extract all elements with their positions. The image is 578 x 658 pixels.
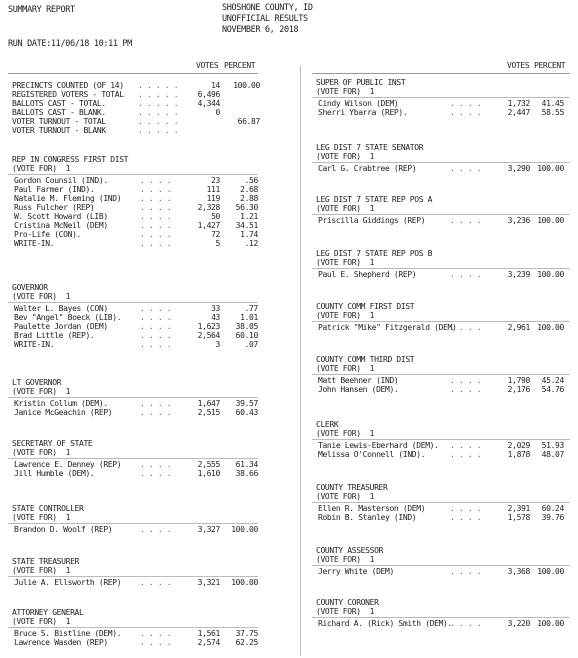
leader-dots: . . . . xyxy=(450,567,482,576)
candidate-percent: .07 xyxy=(244,340,258,349)
candidate-votes: 1,610 xyxy=(197,469,220,478)
run-date: RUN DATE:11/06/18 10:11 PM xyxy=(8,39,132,49)
candidate-percent: 39.57 xyxy=(235,399,258,408)
candidate-votes: 5 xyxy=(215,239,220,248)
leader-dots: . . . . xyxy=(450,108,482,117)
leader-dots: . . . . . xyxy=(138,81,179,90)
candidate-name: Lawrence Wasden (REP) xyxy=(14,638,108,647)
leader-dots: . . . . xyxy=(140,525,172,534)
leader-dots: . . . . xyxy=(140,578,172,587)
vote-for-label: (VOTE FOR) 1 xyxy=(12,448,71,457)
candidate-percent: 100.00 xyxy=(231,578,258,587)
leader-dots: . . . . xyxy=(450,376,482,385)
leader-dots: . . . . xyxy=(140,638,172,647)
summary-label: BALLOTS CAST - BLANK. xyxy=(12,108,106,117)
candidate-percent: .12 xyxy=(244,239,258,248)
candidate-percent: 34.51 xyxy=(235,221,258,230)
race-rule xyxy=(8,458,258,459)
candidate-votes: 2,391 xyxy=(507,504,530,513)
candidate-percent: 60.10 xyxy=(235,331,258,340)
race-title: ATTORNEY GENERAL xyxy=(12,608,84,617)
race-title: CLERK xyxy=(316,420,339,429)
leader-dots: . . . . xyxy=(140,469,172,478)
candidate-votes: 1,578 xyxy=(507,513,530,522)
candidate-votes: 72 xyxy=(211,230,220,239)
candidate-name: Jill Humble (DEM). xyxy=(14,469,95,478)
race-title: STATE CONTROLLER xyxy=(12,504,84,513)
vote-for-label: (VOTE FOR) 1 xyxy=(316,204,375,213)
race-rule xyxy=(312,97,570,98)
leader-dots: . . . . xyxy=(140,399,172,408)
race-rule xyxy=(8,523,258,524)
vote-for-label: (VOTE FOR) 1 xyxy=(316,492,375,501)
leader-dots: . . . . xyxy=(450,441,482,450)
candidate-percent: 2.88 xyxy=(240,194,258,203)
leader-dots: . . . . xyxy=(450,216,482,225)
race-rule xyxy=(312,162,570,163)
candidate-percent: 61.34 xyxy=(235,460,258,469)
leader-dots: . . . . . xyxy=(138,99,179,108)
race-rule xyxy=(312,268,570,269)
right-percent-header: PERCENT xyxy=(534,61,566,70)
leader-dots: . . . . xyxy=(140,176,172,185)
candidate-votes: 3,236 xyxy=(507,216,530,225)
candidate-percent: 60.43 xyxy=(235,408,258,417)
summary-label: VOTER TURNOUT - BLANK xyxy=(12,126,106,135)
race-rule xyxy=(8,627,258,628)
leader-dots: . . . . . xyxy=(138,90,179,99)
leader-dots: . . . . xyxy=(140,340,172,349)
candidate-name: Julie A. Ellsworth (REP) xyxy=(14,578,122,587)
leader-dots: . . . . xyxy=(450,164,482,173)
candidate-votes: 2,564 xyxy=(197,331,220,340)
candidate-votes: 2,328 xyxy=(197,203,220,212)
summary-label: PRECINCTS COUNTED (OF 14) xyxy=(12,81,124,90)
candidate-votes: 3,220 xyxy=(507,619,530,628)
candidate-percent: 1.74 xyxy=(240,230,258,239)
left-votes-header: VOTES xyxy=(196,61,219,70)
candidate-name: Paul E. Shepherd (REP) xyxy=(318,270,417,279)
candidate-votes: 2,029 xyxy=(507,441,530,450)
candidate-name: Sherri Ybarra (REP). xyxy=(318,108,408,117)
report-type: SUMMARY REPORT xyxy=(8,5,75,15)
candidate-name: John Hansen (DEM). xyxy=(318,385,399,394)
candidate-name: WRITE-IN. xyxy=(14,340,55,349)
race-rule xyxy=(8,302,258,303)
candidate-votes: 2,555 xyxy=(197,460,220,469)
column-divider xyxy=(300,66,301,656)
race-rule xyxy=(312,374,570,375)
vote-for-label: (VOTE FOR) 1 xyxy=(12,513,71,522)
candidate-percent: 100.00 xyxy=(537,567,564,576)
summary-votes: 4,344 xyxy=(197,99,220,108)
summary-percent: 100.00 xyxy=(233,81,260,90)
candidate-name: Kristin Collum (DEM). xyxy=(14,399,108,408)
race-rule xyxy=(8,576,258,577)
vote-for-label: (VOTE FOR) 1 xyxy=(12,292,71,301)
race-title: LEG DIST 7 STATE REP POS A xyxy=(316,195,433,204)
leader-dots: . . . . xyxy=(450,513,482,522)
candidate-name: Lawrence E. Denney (REP) xyxy=(14,460,122,469)
candidate-name: Patrick "Mike" Fitzgerald (DEM) xyxy=(318,323,457,332)
candidate-votes: 3,327 xyxy=(197,525,220,534)
candidate-votes: 2,515 xyxy=(197,408,220,417)
candidate-name: Brandon D. Woolf (REP) xyxy=(14,525,113,534)
summary-votes: 0 xyxy=(215,108,220,117)
right-header-rule xyxy=(312,73,570,74)
summary-votes: 14 xyxy=(211,81,220,90)
race-title: SUPER OF PUBLIC INST xyxy=(316,78,406,87)
leader-dots: . . . . xyxy=(450,450,482,459)
candidate-percent: 2.68 xyxy=(240,185,258,194)
candidate-votes: 111 xyxy=(206,185,220,194)
summary-votes: 6,496 xyxy=(197,90,220,99)
vote-for-label: (VOTE FOR) 1 xyxy=(316,87,375,96)
candidate-percent: 54.76 xyxy=(541,385,564,394)
candidate-percent: 51.93 xyxy=(541,441,564,450)
candidate-percent: .77 xyxy=(244,304,258,313)
leader-dots: . . . . xyxy=(140,313,172,322)
candidate-name: Brad Little (REP). xyxy=(14,331,95,340)
candidate-votes: 23 xyxy=(211,176,220,185)
candidate-votes: 1,623 xyxy=(197,322,220,331)
candidate-name: Carl G. Crabtree (REP) xyxy=(318,164,417,173)
candidate-votes: 1,798 xyxy=(507,376,530,385)
candidate-percent: 60.24 xyxy=(541,504,564,513)
vote-for-label: (VOTE FOR) 1 xyxy=(316,311,375,320)
candidate-percent: 38.66 xyxy=(235,469,258,478)
candidate-percent: 41.45 xyxy=(541,99,564,108)
candidate-percent: 45.24 xyxy=(541,376,564,385)
vote-for-label: (VOTE FOR) 1 xyxy=(12,164,71,173)
candidate-percent: 100.00 xyxy=(537,164,564,173)
summary-label: BALLOTS CAST - TOTAL. xyxy=(12,99,106,108)
leader-dots: . . . . xyxy=(450,323,482,332)
right-votes-header: VOTES xyxy=(507,61,530,70)
candidate-percent: 1.21 xyxy=(240,212,258,221)
leader-dots: . . . . xyxy=(140,212,172,221)
leader-dots: . . . . xyxy=(450,619,482,628)
candidate-percent: 100.00 xyxy=(537,619,564,628)
candidate-votes: 33 xyxy=(211,304,220,313)
race-title: GOVERNOR xyxy=(12,283,48,292)
candidate-name: Tanie Lewis-Eberhard (DEM). xyxy=(318,441,439,450)
race-title: COUNTY CORONER xyxy=(316,598,379,607)
candidate-votes: 1,427 xyxy=(197,221,220,230)
candidate-votes: 2,961 xyxy=(507,323,530,332)
candidate-name: Cindy Wilson (DEM) xyxy=(318,99,399,108)
candidate-votes: 1,561 xyxy=(197,629,220,638)
candidate-name: Walter L. Bayes (CON) xyxy=(14,304,108,313)
leader-dots: . . . . xyxy=(140,408,172,417)
candidate-name: Gordon Counsil (IND). xyxy=(14,176,108,185)
leader-dots: . . . . xyxy=(140,322,172,331)
vote-for-label: (VOTE FOR) 1 xyxy=(316,364,375,373)
race-title: REP IN CONGRESS FIRST DIST xyxy=(12,155,129,164)
leader-dots: . . . . xyxy=(140,304,172,313)
vote-for-label: (VOTE FOR) 1 xyxy=(12,617,71,626)
candidate-name: Cristina McNeil (DEM) xyxy=(14,221,108,230)
leader-dots: . . . . . xyxy=(138,126,179,135)
race-rule xyxy=(312,617,570,618)
candidate-name: Russ Fulcher (REP) xyxy=(14,203,95,212)
race-title: LEG DIST 7 STATE SENATOR xyxy=(316,143,424,152)
candidate-name: Melissa O'Connell (IND). xyxy=(318,450,426,459)
leader-dots: . . . . xyxy=(140,460,172,469)
leader-dots: . . . . xyxy=(140,185,172,194)
candidate-name: Priscilla Giddings (REP) xyxy=(318,216,426,225)
vote-for-label: (VOTE FOR) 1 xyxy=(316,607,375,616)
candidate-votes: 3,368 xyxy=(507,567,530,576)
vote-for-label: (VOTE FOR) 1 xyxy=(316,555,375,564)
candidate-votes: 50 xyxy=(211,212,220,221)
candidate-votes: 119 xyxy=(206,194,220,203)
race-rule xyxy=(312,565,570,566)
candidate-name: Ellen R. Masterson (DEM) xyxy=(318,504,426,513)
summary-label: VOTER TURNOUT - TOTAL xyxy=(12,117,106,126)
candidate-votes: 2,447 xyxy=(507,108,530,117)
candidate-votes: 43 xyxy=(211,313,220,322)
candidate-votes: 1,647 xyxy=(197,399,220,408)
vote-for-label: (VOTE FOR) 1 xyxy=(316,152,375,161)
leader-dots: . . . . xyxy=(140,221,172,230)
race-title: COUNTY ASSESSOR xyxy=(316,546,383,555)
race-rule xyxy=(8,174,258,175)
left-percent-header: PERCENT xyxy=(224,61,256,70)
candidate-name: Richard A. (Rick) Smith (DEM). xyxy=(318,619,452,628)
candidate-percent: 62.25 xyxy=(235,638,258,647)
vote-for-label: (VOTE FOR) 1 xyxy=(12,566,71,575)
candidate-percent: 39.76 xyxy=(541,513,564,522)
candidate-percent: 56.30 xyxy=(235,203,258,212)
vote-for-label: (VOTE FOR) 1 xyxy=(316,258,375,267)
summary-label: REGISTERED VOTERS - TOTAL xyxy=(12,90,124,99)
candidate-percent: 38.05 xyxy=(235,322,258,331)
race-title: STATE TREASURER xyxy=(12,557,79,566)
leader-dots: . . . . xyxy=(450,270,482,279)
leader-dots: . . . . xyxy=(450,385,482,394)
candidate-name: Jerry White (DEM) xyxy=(318,567,394,576)
leader-dots: . . . . xyxy=(450,504,482,513)
candidate-name: WRITE-IN. xyxy=(14,239,55,248)
vote-for-label: (VOTE FOR) 1 xyxy=(12,387,71,396)
race-rule xyxy=(8,397,258,398)
candidate-name: Paul Farmer (IND). xyxy=(14,185,95,194)
vote-for-label: (VOTE FOR) 1 xyxy=(316,429,375,438)
candidate-name: Robin B. Stanley (IND) xyxy=(318,513,417,522)
candidate-name: W. Scott Howard (LIB) xyxy=(14,212,108,221)
race-rule xyxy=(312,214,570,215)
county-name: SHOSHONE COUNTY, ID xyxy=(222,3,313,13)
leader-dots: . . . . xyxy=(140,230,172,239)
leader-dots: . . . . . xyxy=(138,117,179,126)
summary-percent: 66.87 xyxy=(237,117,260,126)
race-rule xyxy=(312,321,570,322)
candidate-percent: 58.55 xyxy=(541,108,564,117)
candidate-name: Paulette Jordan (DEM) xyxy=(14,322,108,331)
leader-dots: . . . . . xyxy=(138,108,179,117)
candidate-votes: 3,290 xyxy=(507,164,530,173)
candidate-name: Matt Beehner (IND) xyxy=(318,376,399,385)
leader-dots: . . . . xyxy=(140,629,172,638)
race-rule xyxy=(312,439,570,440)
candidate-votes: 1,878 xyxy=(507,450,530,459)
race-title: COUNTY TREASURER xyxy=(316,483,388,492)
candidate-name: Bruce S. Bistline (DEM). xyxy=(14,629,122,638)
election-date: NOVEMBER 6, 2018 xyxy=(222,25,299,35)
candidate-votes: 1,732 xyxy=(507,99,530,108)
candidate-votes: 3,239 xyxy=(507,270,530,279)
leader-dots: . . . . xyxy=(450,99,482,108)
race-title: LEG DIST 7 STATE REP POS B xyxy=(316,249,433,258)
candidate-votes: 2,574 xyxy=(197,638,220,647)
results-status: UNOFFICIAL RESULTS xyxy=(222,14,308,24)
leader-dots: . . . . xyxy=(140,239,172,248)
candidate-name: Janice McGeachin (REP) xyxy=(14,408,113,417)
candidate-percent: 37.75 xyxy=(235,629,258,638)
candidate-percent: 100.00 xyxy=(537,270,564,279)
candidate-votes: 3,321 xyxy=(197,578,220,587)
race-title: COUNTY COMM THIRD DIST xyxy=(316,355,415,364)
leader-dots: . . . . xyxy=(140,194,172,203)
candidate-percent: 100.00 xyxy=(231,525,258,534)
race-rule xyxy=(312,502,570,503)
candidate-percent: .56 xyxy=(244,176,258,185)
candidate-percent: 1.01 xyxy=(240,313,258,322)
left-header-rule xyxy=(8,73,258,74)
candidate-name: Pro-Life (CON). xyxy=(14,230,81,239)
candidate-votes: 2,176 xyxy=(507,385,530,394)
candidate-percent: 100.00 xyxy=(537,216,564,225)
race-title: LT GOVERNOR xyxy=(12,378,62,387)
candidate-name: Natalie M. Fleming (IND) xyxy=(14,194,122,203)
race-title: SECRETARY OF STATE xyxy=(12,439,93,448)
candidate-percent: 48.07 xyxy=(541,450,564,459)
candidate-percent: 100.00 xyxy=(537,323,564,332)
race-title: COUNTY COMM FIRST DIST xyxy=(316,302,415,311)
candidate-name: Bev "Angel" Boeck (LIB). xyxy=(14,313,122,322)
leader-dots: . . . . xyxy=(140,203,172,212)
candidate-votes: 3 xyxy=(215,340,220,349)
leader-dots: . . . . xyxy=(140,331,172,340)
